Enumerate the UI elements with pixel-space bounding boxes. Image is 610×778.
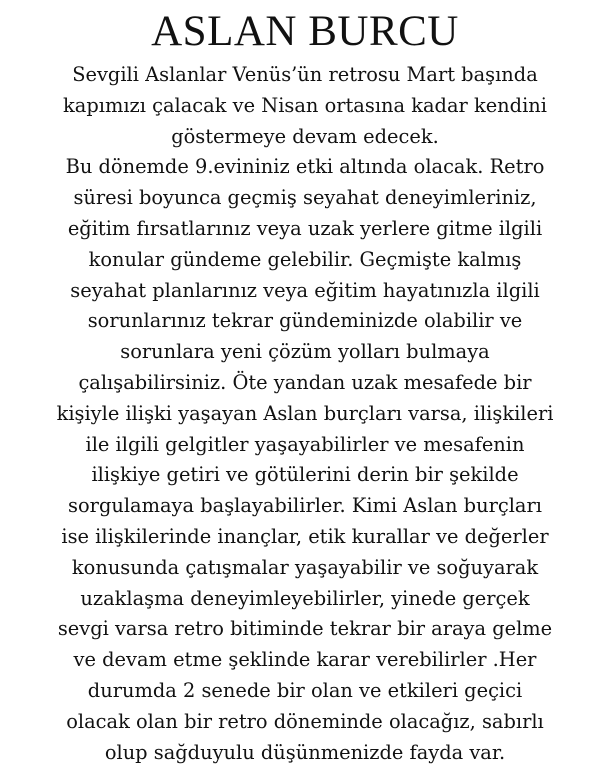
text-line: eğitim fırsatlarınız veya uzak yerlere gitme ilgili (67, 216, 543, 240)
text-line: konular gündeme gelebilir. Geçmişte kalmış (88, 247, 522, 271)
text-line: sorunlara yeni çözüm yolları bulmaya (120, 340, 490, 364)
text-line: ve devam etme şeklinde karar verebilirler .Her (73, 648, 537, 672)
text-line: olup sağduyulu düşünmenizde fayda var. (104, 740, 506, 764)
text-line: konusunda çatışmalar yaşayabilir ve soğuyarak (71, 555, 539, 579)
text-line: uzaklaşma deneyimleyebilirler, yinede gerçek (80, 586, 530, 610)
text-line: süresi boyunca geçmiş seyahat deneyimleriniz, (73, 186, 537, 210)
text-line: kapımızı çalacak ve Nisan ortasına kadar kendini (63, 93, 547, 117)
text-line: olacak olan bir retro döneminde olacağız, sabırlı (66, 709, 544, 733)
text-line: ile ilgili gelgitler yaşayabilirler ve mesafenin (85, 432, 525, 456)
text-line: sorgulamaya başlayabilirler. Kimi Aslan burçları (68, 494, 542, 518)
text-line: ise ilişkilerinde inançlar, etik kurallar ve değerler (61, 524, 549, 548)
text-line: kişiyle ilişki yaşayan Aslan burçları varsa, ilişkileri (56, 401, 554, 425)
text-line: sorunlarınız tekrar gündeminizde olabilir ve (87, 309, 523, 333)
horoscope-text (8, 60, 602, 768)
text-line: Bu dönemde 9.evininiz etki altında olacak. Retro (65, 155, 545, 179)
text-line: sevgi varsa retro bitiminde tekrar bir araya gelme (57, 617, 553, 641)
text-line: seyahat planlarınız veya eğitim hayatınızla ilgili (70, 278, 540, 302)
text-line: ilişkiye getiri ve götülerini derin bir şekilde (91, 463, 519, 487)
text-line: Sevgili Aslanlar Venüs’ün retrosu Mart başında (72, 63, 538, 86)
text-line: çalışabilirsiniz. Öte yandan uzak mesafede bir (78, 370, 532, 394)
text-line: göstermeye devam edecek. (171, 124, 439, 148)
text-line: durumda 2 senede bir olan ve etkileri geçici (87, 678, 523, 702)
page-title: ASLAN BURCU (151, 8, 459, 55)
